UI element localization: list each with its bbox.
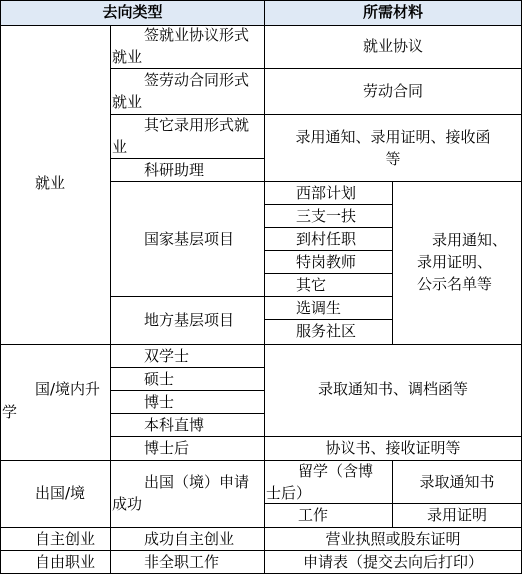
category-further-study-cont: 学 bbox=[2, 403, 18, 421]
employment-research-assistant: 科研助理 bbox=[144, 161, 205, 179]
header-required-materials: 所需材料 bbox=[362, 3, 423, 21]
grid-line bbox=[0, 25, 522, 26]
employment-contract-material: 劳动合同 bbox=[362, 82, 423, 100]
employment-agreement-material: 就业协议 bbox=[362, 37, 423, 55]
employment-agreement-form: 签就业协议形式 就业 bbox=[112, 26, 250, 66]
grid-line bbox=[0, 460, 522, 461]
grid-line bbox=[110, 296, 392, 297]
abroad-work-material: 录用证明 bbox=[426, 506, 487, 524]
grid-line bbox=[110, 390, 264, 391]
grid-line bbox=[110, 367, 264, 368]
study-item: 双学士 bbox=[144, 347, 190, 365]
employment-national-grassroots: 国家基层项目 bbox=[144, 230, 235, 248]
grid-line bbox=[264, 273, 392, 274]
category-freelance: 自由职业 bbox=[35, 553, 96, 571]
local-item: 服务社区 bbox=[296, 322, 357, 340]
national-item: 特岗教师 bbox=[296, 253, 357, 271]
grid-line bbox=[0, 344, 522, 345]
further-study-material: 录取通知书、调档函等 bbox=[317, 380, 468, 398]
category-abroad: 出国/境 bbox=[35, 484, 86, 502]
freelance-material: 申请表（提交去向后打印） bbox=[302, 553, 483, 571]
grid-line bbox=[0, 0, 1, 574]
abroad-application: 出国（境）申请 成功 bbox=[112, 473, 250, 513]
study-item: 硕士 bbox=[144, 370, 175, 388]
abroad-study: 留学（含博 士后） bbox=[266, 462, 374, 502]
grid-line bbox=[392, 181, 393, 344]
postdoc-material: 协议书、接收证明等 bbox=[325, 439, 461, 457]
header-destination-type: 去向类型 bbox=[102, 3, 163, 21]
national-item: 三支一扶 bbox=[296, 207, 357, 225]
study-item: 本科直博 bbox=[144, 416, 205, 434]
abroad-study-material: 录取通知书 bbox=[419, 473, 495, 491]
employment-contract-form: 签劳动合同形式 就业 bbox=[112, 71, 250, 111]
employment-other-material: 录用通知、录用证明、接收函 等 bbox=[295, 128, 491, 168]
category-self-business: 自主创业 bbox=[35, 530, 96, 548]
national-item: 其它 bbox=[296, 276, 327, 294]
local-item: 选调生 bbox=[296, 299, 342, 317]
study-item: 博士 bbox=[144, 393, 175, 411]
national-item: 到村任职 bbox=[296, 230, 357, 248]
employment-other-form: 其它录用形式就 业 bbox=[112, 116, 250, 156]
study-postdoc: 博士后 bbox=[144, 439, 190, 457]
self-business-type: 成功自主创业 bbox=[144, 530, 235, 548]
abroad-work: 工作 bbox=[298, 506, 329, 524]
grassroots-material: 录用通知、 录用证明、 公示名单等 bbox=[417, 231, 508, 293]
employment-local-grassroots: 地方基层项目 bbox=[144, 311, 235, 329]
grid-line bbox=[110, 25, 111, 574]
freelance-type: 非全职工作 bbox=[144, 553, 220, 571]
category-further-study: 国/境内升 bbox=[35, 380, 101, 398]
category-employment: 就业 bbox=[35, 174, 66, 192]
self-business-material: 营业执照或股东证明 bbox=[325, 530, 461, 548]
national-item: 西部计划 bbox=[296, 184, 357, 202]
